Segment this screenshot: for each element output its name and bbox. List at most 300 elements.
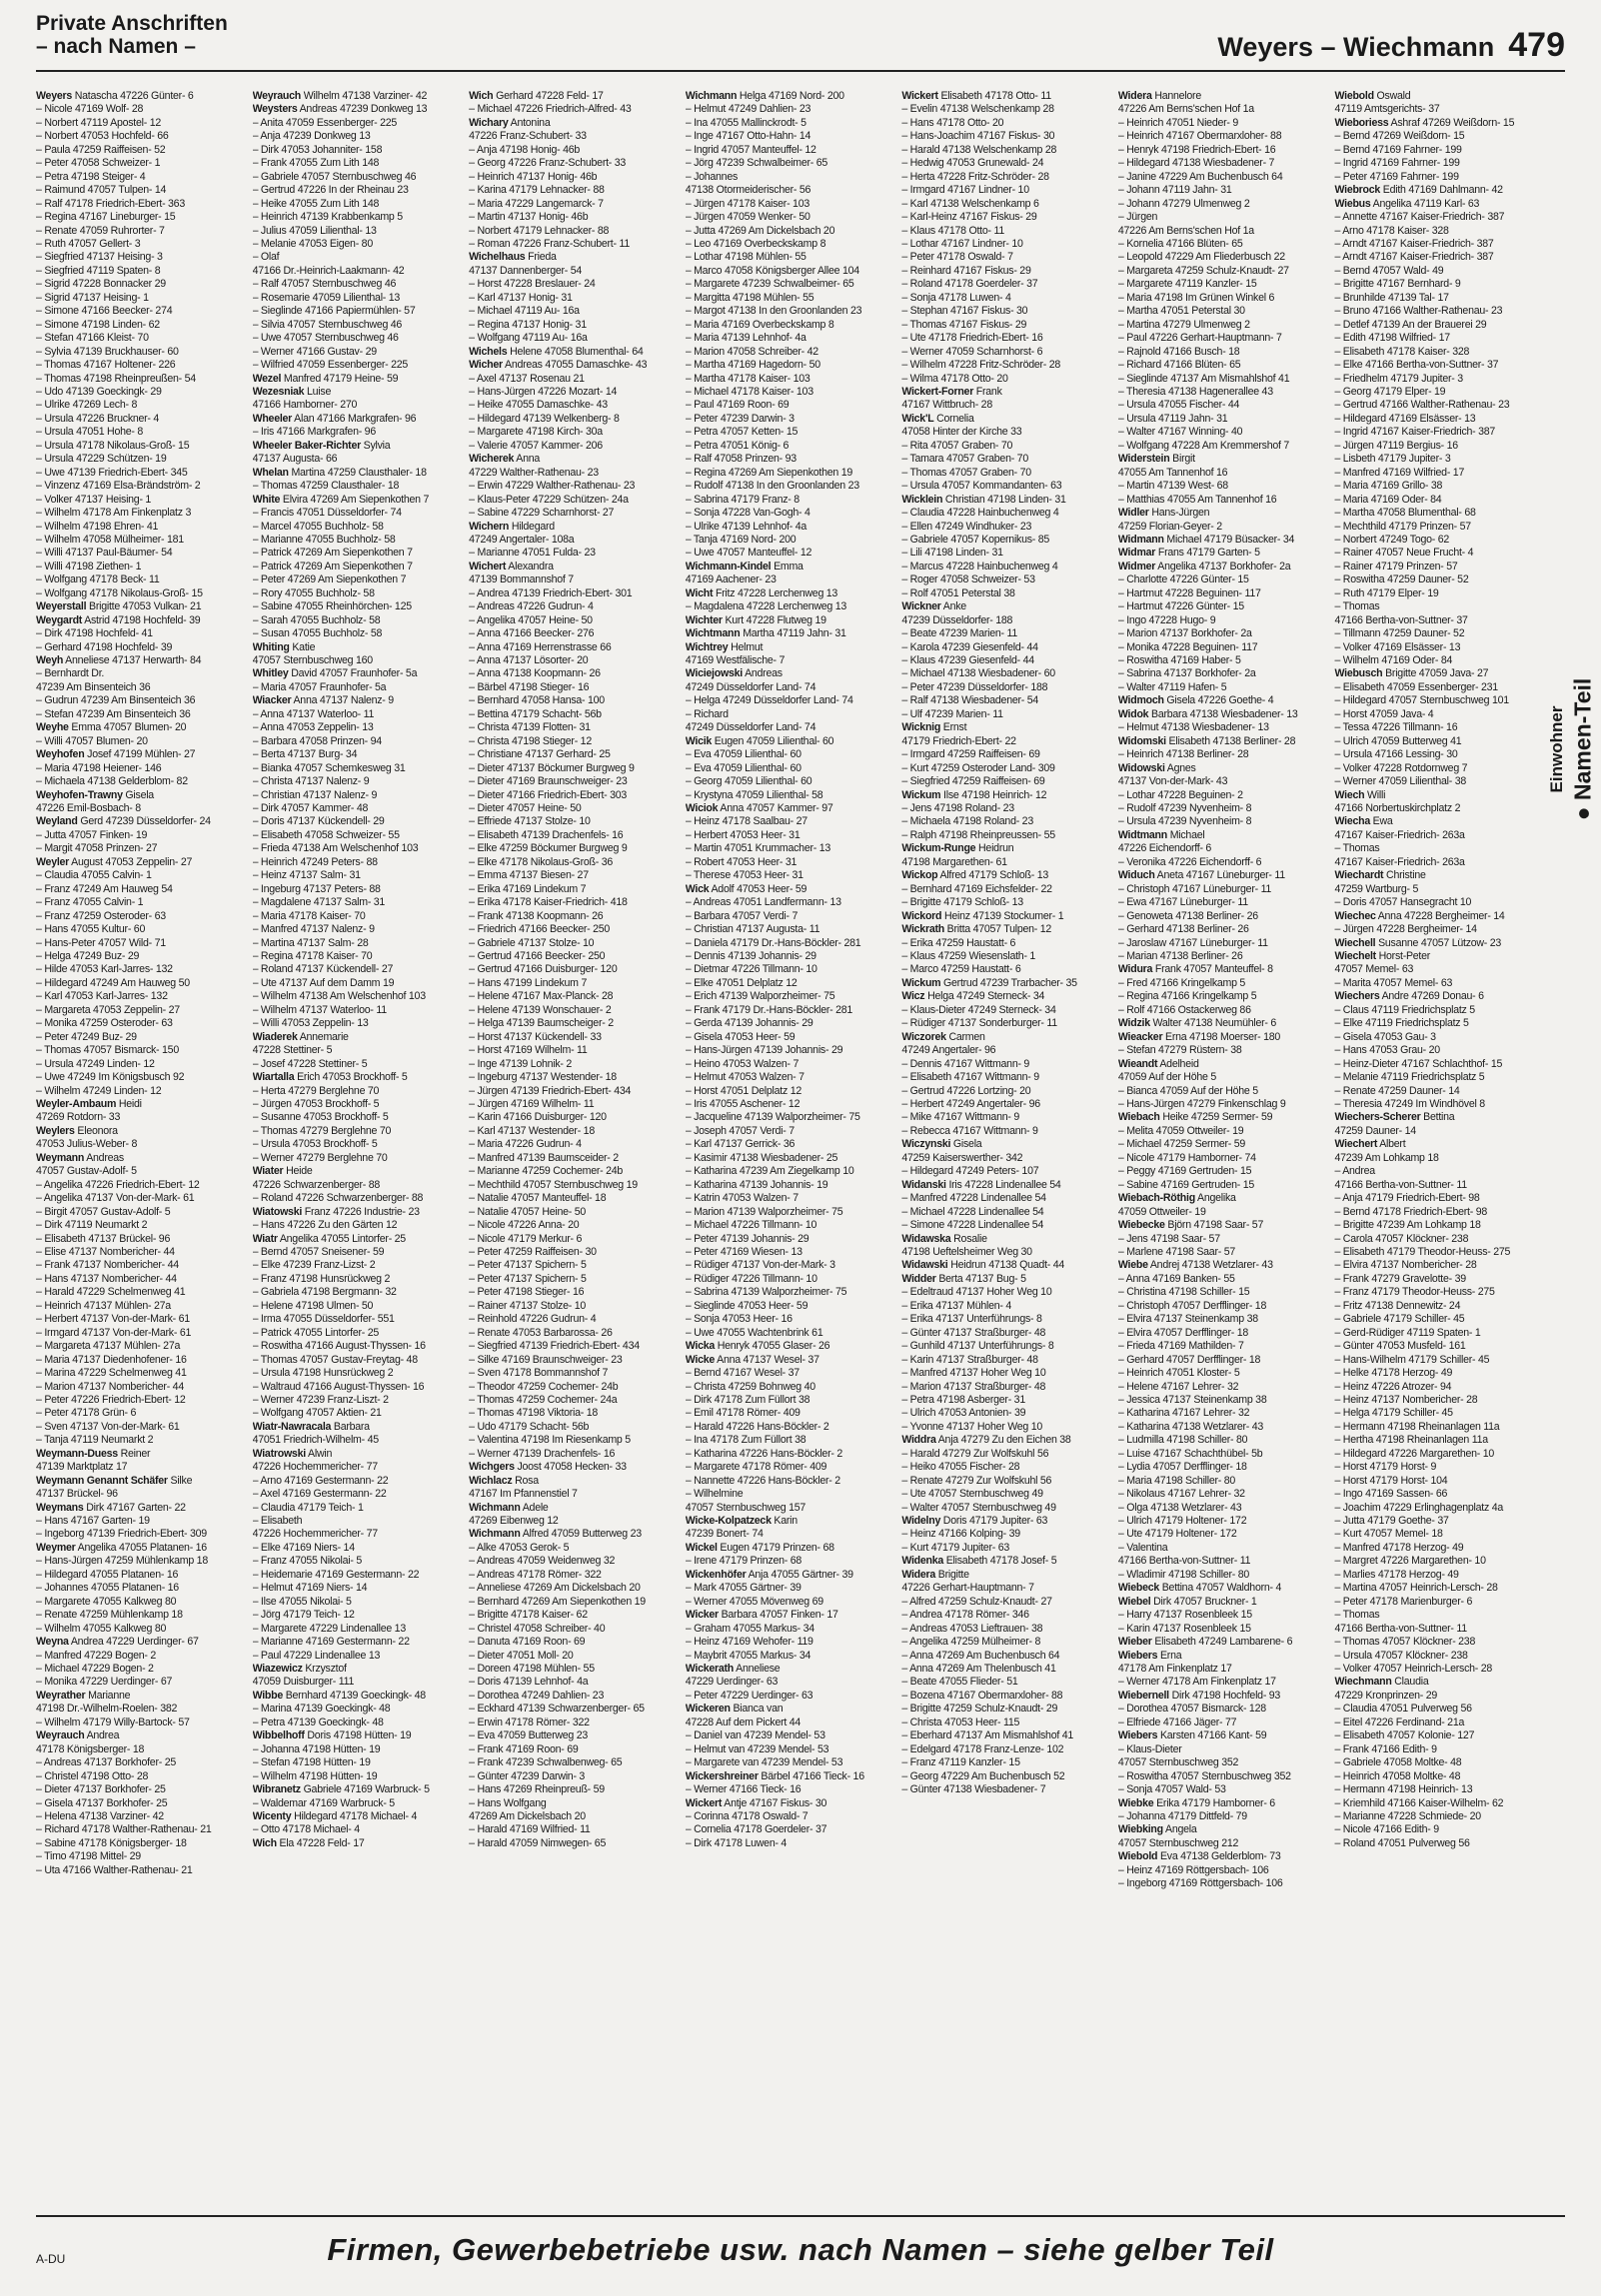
entry-text: – Helmut 47249 Dahlien- 23 [685, 103, 811, 116]
entry-text: – Sieglinde 47137 Am Mismahlshof 41 [1117, 372, 1290, 385]
entry-text: – Sabine 47178 Königsberger- 18 [36, 1836, 187, 1849]
directory-entry [36, 815, 245, 828]
directory-entry [469, 681, 678, 694]
entry-text: – Frank 47179 Dr.-Hans-Böckler- 281 [685, 1003, 853, 1016]
directory-entry [469, 453, 678, 466]
entry-text: – Tillmann 47259 Dauner- 52 [1334, 627, 1465, 640]
directory-entry [253, 1756, 462, 1769]
directory-entry [1334, 963, 1543, 976]
directory-entry [469, 534, 678, 547]
entry-text: Eugen 47059 Lilienthal- 60 [714, 734, 834, 747]
entry-text: – Ursula 47055 Fischer- 44 [1117, 399, 1240, 412]
entry-text: – Ulf 47239 Marien- 11 [901, 707, 1003, 720]
directory-entry [36, 211, 245, 224]
entry-text: 47138 Otormeiderischer- 56 [685, 184, 811, 197]
entry-text: – Gerd-Rüdiger 47119 Spaten- 1 [1334, 1326, 1481, 1339]
entry-text: – Helke 47178 Herzog- 49 [1334, 1367, 1453, 1380]
entry-text: – Wilhelm 47228 Fritz-Schröder- 28 [901, 359, 1061, 372]
entry-surname: Weyrauch [36, 1729, 85, 1742]
entry-text: – Doris 47057 Hansegracht 10 [1334, 896, 1472, 909]
entry-text: – Marianne 47051 Fulda- 23 [469, 547, 596, 560]
entry-surname: Wibranetz [252, 1783, 301, 1796]
entry-surname: Weyler [36, 855, 70, 868]
entry-text: – Ingeborg 47139 Friedrich-Ebert- 309 [36, 1528, 207, 1541]
entry-text: – Hans 47053 Grau- 20 [1334, 1044, 1440, 1057]
entry-text: – Heike 47055 Damaschke- 43 [469, 399, 608, 412]
entry-text: – Anja 47179 Friedrich-Ebert- 98 [1334, 1192, 1480, 1205]
entry-text: – Patrick 47269 Am Siepenkothen 7 [252, 547, 413, 560]
entry-text: – Uta 47166 Walther-Rathenau- 21 [36, 1863, 193, 1876]
directory-entry [1118, 1542, 1327, 1555]
entry-text: – Gudrun 47239 Am Binsenteich 36 [36, 694, 196, 707]
entry-surname: Whiting [252, 640, 290, 653]
directory-entry [36, 1152, 245, 1165]
entry-text: – Maria 47198 Im Grünen Winkel 6 [1117, 291, 1275, 304]
directory-entry [1118, 829, 1327, 842]
entry-surname: Widmann [1117, 533, 1164, 546]
entry-text: Krzysztof [305, 1663, 347, 1676]
entry-text: Anneliese [736, 1663, 781, 1676]
directory-entry [1334, 1609, 1543, 1622]
entry-text: – Christel 47198 Otto- 28 [36, 1769, 149, 1782]
directory-entry [1334, 103, 1543, 116]
entry-text: – Helga 47249 Düsseldorfer Land- 74 [685, 694, 853, 707]
directory-entry [253, 1085, 462, 1098]
entry-text: – Thomas 47057 Graben- 70 [901, 466, 1031, 479]
entry-text: – Thomas [1334, 1609, 1380, 1622]
directory-entry [1118, 1286, 1327, 1299]
entry-surname: Wiczynski [901, 1138, 951, 1151]
entry-text: – Vinzenz 47169 Elsa-Brändström- 2 [36, 480, 201, 493]
directory-entry [469, 494, 678, 507]
entry-text: – Werner 47139 Drachenfels- 16 [469, 1447, 616, 1460]
directory-entry [1334, 627, 1543, 640]
directory-entry [901, 198, 1110, 211]
entry-text: – Regina 47166 Kringelkamp 5 [1117, 990, 1257, 1003]
directory-entry [1118, 251, 1327, 264]
entry-text: – Anna 47053 Zeppelin- 13 [252, 721, 374, 734]
directory-entry [901, 399, 1110, 412]
directory-entry [1118, 265, 1327, 278]
entry-text: – Peter 47269 Am Siepenkothen 7 [252, 574, 407, 586]
directory-entry [686, 117, 894, 130]
entry-text: – Werner 47055 Mövenweg 69 [685, 1595, 823, 1608]
entry-text: – Hans-Jürgen 47139 Johannis- 29 [685, 1044, 843, 1057]
directory-entry [1334, 1623, 1543, 1636]
directory-entry [686, 1743, 894, 1756]
directory-entry [253, 1823, 462, 1836]
entry-surname: Wickerath [685, 1663, 735, 1676]
entry-text: – Sven 47137 Von-der-Mark- 61 [36, 1420, 180, 1433]
entry-text: – Anna 47169 Banken- 55 [1117, 1272, 1235, 1285]
entry-surname: Weyerstall [36, 600, 87, 613]
entry-text: – Nicole 47169 Wolf- 28 [36, 103, 144, 116]
entry-text: – Roman 47226 Franz-Schubert- 11 [469, 237, 630, 250]
directory-entry [1334, 775, 1543, 788]
entry-text: – Norbert 47249 Togo- 62 [1334, 533, 1450, 546]
entry-text: – Brigitte 47259 Schulz-Knaudt- 29 [901, 1703, 1058, 1716]
entry-text: – Fritz 47138 Dennewitz- 24 [1334, 1299, 1461, 1312]
directory-entry [1334, 1246, 1543, 1259]
entry-text: – Dietmar 47226 Tillmann- 10 [685, 963, 817, 976]
directory-entry [1118, 1743, 1327, 1756]
entry-text: – Claudia 47228 Hainbuchenweg 4 [901, 507, 1059, 520]
directory-entry [686, 1676, 894, 1689]
directory-entry [1334, 399, 1543, 412]
entry-text: – Dieter 47166 Friedrich-Ebert- 303 [469, 788, 628, 801]
directory-entry [36, 1058, 245, 1071]
directory-entry [1118, 748, 1327, 761]
entry-text: – Harald 47169 Wilfried- 11 [469, 1823, 591, 1836]
entry-text: Erika 47179 Hamborner- 6 [1156, 1796, 1275, 1809]
directory-entry [901, 1623, 1110, 1636]
directory-entry [1334, 1354, 1543, 1367]
entry-text: Elisabeth 47178 Josef- 5 [945, 1555, 1057, 1568]
directory-entry [1334, 319, 1543, 332]
entry-text: – Andreas 47137 Borkhofer- 25 [36, 1756, 176, 1769]
entry-text: – Eckhard 47139 Schwarzenberger- 65 [469, 1703, 645, 1716]
directory-entry [469, 1313, 678, 1326]
entry-text: – Wilhelm 47058 Mülheimer- 181 [36, 533, 184, 546]
directory-entry [1118, 225, 1327, 238]
directory-entry [901, 654, 1110, 667]
directory-entry [253, 1448, 462, 1461]
directory-entry [901, 1071, 1110, 1084]
directory-entry [36, 1259, 245, 1272]
directory-entry [253, 923, 462, 936]
directory-entry [36, 1340, 245, 1353]
directory-entry [1334, 1488, 1543, 1501]
entry-text: – Jessica 47137 Steinenkamp 38 [1117, 1393, 1267, 1406]
directory-entry [901, 1206, 1110, 1219]
entry-text: – Ute 47179 Holtener- 172 [1117, 1528, 1237, 1541]
entry-surname: Wichern [469, 520, 510, 533]
directory-entry [901, 426, 1110, 439]
directory-entry [469, 910, 678, 923]
directory-entry [901, 1729, 1110, 1742]
entry-text: 47259 Wartburg- 5 [1334, 882, 1419, 895]
entry-text: Heike 47259 Sermer- 59 [1162, 1111, 1273, 1124]
entry-text: – Karin 47166 Duisburger- 120 [469, 1111, 607, 1124]
directory-entry [253, 1381, 462, 1394]
entry-text: – Manfred 47229 Bogen- 2 [36, 1649, 157, 1662]
entry-text: – Petra 47051 König- 6 [685, 439, 790, 452]
directory-entry [253, 319, 462, 332]
entry-text: – Evelin 47138 Welschenkamp 28 [901, 103, 1054, 116]
entry-text: – Dieter 47169 Braunschweiger- 23 [469, 775, 628, 788]
entry-text: – Patrick 47055 Lintorfer- 25 [252, 1326, 380, 1339]
directory-entry [36, 654, 245, 667]
directory-entry [1334, 815, 1543, 828]
entry-text: – Hermann 47198 Rheinanlagen 11a [1334, 1420, 1500, 1433]
directory-entry [36, 963, 245, 976]
directory-entry [36, 1717, 245, 1729]
directory-entry [36, 1729, 245, 1742]
directory-entry [253, 1327, 462, 1340]
directory-entry [686, 1569, 894, 1582]
entry-text: – Genoweta 47138 Berliner- 26 [1117, 909, 1258, 922]
entry-text: – Heidemarie 47169 Gestermann- 22 [252, 1568, 420, 1581]
entry-surname: Wickert [901, 90, 938, 102]
entry-text: – Rolf 47166 Ostackerweg 86 [1117, 1003, 1251, 1016]
entry-surname: Wibbe [252, 1689, 284, 1702]
entry-text: – Harald 47279 Zur Wolfskuhl 56 [901, 1447, 1049, 1460]
entry-text: – Horst 47228 Breslauer- 24 [469, 278, 596, 291]
directory-entry [36, 1623, 245, 1636]
entry-surname: Wiater [252, 1165, 284, 1178]
entry-text: 47229 Walther-Rathenau- 23 [469, 466, 599, 479]
directory-entry [36, 90, 245, 103]
directory-entry [1118, 1864, 1327, 1877]
entry-text: – Hildegard 47138 Wiesbadener- 7 [1117, 157, 1275, 170]
entry-text: – Gabriele 47137 Stolze- 10 [469, 936, 595, 949]
entry-text: – Christa 47139 Flotten- 31 [469, 721, 591, 734]
directory-entry [1334, 1783, 1543, 1796]
entry-text: Erna [1159, 1649, 1182, 1662]
entry-text: – Dieter 47137 Böckumer Burgweg 9 [469, 761, 635, 774]
directory-entry [253, 1017, 462, 1030]
entry-text: – Heinz 47169 Röttgersbach- 106 [1117, 1863, 1269, 1876]
entry-text: 47239 Am Lohkamp 18 [1334, 1151, 1439, 1164]
entry-text: 47239 Bonert- 74 [685, 1528, 764, 1541]
directory-entry [901, 1354, 1110, 1367]
directory-entry [36, 762, 245, 775]
directory-entry [901, 842, 1110, 855]
directory-entry [253, 1555, 462, 1568]
directory-entry [1334, 171, 1543, 184]
directory-column-5 [901, 90, 1110, 2153]
directory-entry [686, 1770, 894, 1783]
entry-text: – Maria 47139 Lehnhof- 4a [685, 332, 806, 345]
directory-entry [1334, 1004, 1543, 1017]
entry-surname: Wichelhaus [469, 251, 526, 264]
entry-text: 47137 Brückel- 96 [36, 1488, 118, 1501]
directory-entry [1118, 708, 1327, 721]
directory-entry [1334, 494, 1543, 507]
entry-text: – Erwin 47229 Walther-Rathenau- 23 [469, 480, 636, 493]
entry-text: – Valerie 47057 Kammer- 206 [469, 439, 603, 452]
directory-entry [1118, 157, 1327, 170]
entry-text: Heidi [118, 1097, 142, 1110]
entry-text: – Sabine 47229 Scharnhorst- 27 [469, 507, 615, 520]
directory-entry [469, 117, 678, 130]
entry-text: – Ingeburg 47137 Peters- 88 [252, 882, 381, 895]
entry-text: Agnes [1166, 761, 1196, 774]
entry-text: – Heinrich 47139 Krabbenkamp 5 [252, 211, 403, 224]
entry-text: Erich 47053 Brockhoff- 5 [297, 1071, 408, 1084]
directory-entry [36, 1864, 245, 1877]
directory-entry [253, 305, 462, 318]
entry-text: – Herbert 47249 Angertaler- 96 [901, 1097, 1040, 1110]
directory-entry [253, 1111, 462, 1124]
entry-surname: Wickel [685, 1541, 718, 1554]
entry-text: – Wolfgang 47057 Aktien- 21 [252, 1407, 382, 1420]
entry-text: – Bettina 47179 Schacht- 56b [469, 707, 602, 720]
entry-text: – Michael 47119 Au- 16a [469, 305, 580, 318]
directory-entry [253, 1703, 462, 1716]
entry-surname: Widmer [1117, 560, 1156, 573]
directory-entry [1334, 681, 1543, 694]
entry-text: – Gabriele 47058 Moltke- 48 [1334, 1756, 1462, 1769]
entry-surname: Wiebecke [1117, 1219, 1165, 1232]
directory-entry [901, 574, 1110, 586]
directory-entry [686, 748, 894, 761]
entry-text: – Ewa 47167 Lüneburger- 11 [1117, 896, 1248, 909]
directory-entry [901, 1770, 1110, 1783]
entry-text: 47179 Friedrich-Ebert- 22 [901, 734, 1016, 747]
directory-entry [253, 1582, 462, 1595]
directory-entry [1118, 1044, 1327, 1057]
directory-entry [469, 130, 678, 143]
entry-text: Eva 47138 Gelderblom- 73 [1159, 1850, 1281, 1863]
entry-text: – Margit 47058 Prinzen- 27 [36, 842, 158, 855]
section-title [36, 12, 228, 58]
directory-entry [36, 1017, 245, 1030]
entry-text: Ashraf 47269 Weißdorn- 15 [1390, 116, 1515, 129]
entry-surname: Whelan [252, 466, 289, 479]
entry-text: – Jürgen 47178 Kaiser- 103 [685, 197, 809, 210]
entry-text: – Roland 47178 Goerdeler- 37 [901, 278, 1038, 291]
entry-text: 47169 Westfälische- 7 [685, 654, 786, 667]
entry-surname: Weyers [36, 90, 72, 102]
directory-entry [1334, 883, 1543, 896]
entry-text: – Edelgard 47178 Franz-Lenze- 102 [901, 1742, 1064, 1755]
entry-text: – Andrea 47178 Römer- 346 [901, 1609, 1029, 1622]
entry-text: – Roland 47137 Kückendell- 27 [252, 963, 394, 976]
directory-entry [1334, 238, 1543, 251]
entry-text: – Beate 47055 Flieder- 51 [901, 1676, 1018, 1689]
directory-entry [36, 305, 245, 318]
directory-entry [686, 641, 894, 654]
directory-entry [686, 305, 894, 318]
entry-surname: Wicht [685, 586, 714, 599]
entry-text: – Roland 47051 Pulverweg 56 [1334, 1836, 1470, 1849]
entry-text: Elisabeth 47249 Lambarene- 6 [1154, 1636, 1293, 1649]
entry-text: – Günter 47137 Straßburger- 48 [901, 1326, 1046, 1339]
directory-entry [253, 265, 462, 278]
entry-text: – Walter 47167 Winning- 40 [1117, 426, 1243, 439]
entry-text: – Peter 47139 Johannis- 29 [685, 1232, 809, 1245]
directory-entry [469, 1246, 678, 1259]
directory-column-2 [253, 90, 462, 2153]
directory-entry [901, 251, 1110, 264]
entry-text: Susanne 47057 Lützow- 23 [1378, 936, 1502, 949]
entry-text: – Hilde 47053 Karl-Jarres- 132 [36, 963, 173, 976]
directory-entry [1334, 265, 1543, 278]
entry-text: – Gertrud 47166 Beecker- 250 [469, 950, 606, 962]
directory-entry [469, 1837, 678, 1850]
entry-text: – Wolfgang 47119 Au- 16a [469, 332, 588, 345]
entry-text: – Natalie 47057 Heine- 50 [469, 1205, 586, 1218]
directory-entry [686, 171, 894, 184]
entry-text: – Martin 47139 West- 68 [1117, 480, 1228, 493]
entry-text: Albert [1379, 1138, 1406, 1151]
directory-entry [469, 198, 678, 211]
directory-entry [686, 708, 894, 721]
directory-entry [36, 883, 245, 896]
entry-text: – Sieglinde 47053 Heer- 59 [685, 1299, 808, 1312]
entry-text: – Gerhard 47057 Derfflinger- 18 [1117, 1353, 1261, 1366]
directory-entry [686, 896, 894, 909]
directory-entry [686, 923, 894, 936]
entry-text: – Jaroslaw 47167 Lüneburger- 11 [1117, 936, 1268, 949]
entry-surname: Wiebke [1117, 1796, 1154, 1809]
directory-entry [1118, 413, 1327, 426]
entry-text: – Gisela 47053 Gau- 3 [1334, 1030, 1436, 1043]
directory-entry [901, 641, 1110, 654]
directory-entry [686, 600, 894, 613]
entry-text: – Kurt 47057 Memel- 18 [1334, 1528, 1443, 1541]
entry-text: – Anna 47166 Beecker- 276 [469, 627, 595, 640]
directory-entry [1334, 1152, 1543, 1165]
directory-entry [36, 426, 245, 439]
directory-entry [686, 1273, 894, 1286]
entry-text: – Franz 47249 Am Hauweg 54 [36, 882, 173, 895]
directory-entry [253, 157, 462, 170]
entry-text: – Wilhelm 47178 Am Finkenplatz 3 [36, 507, 192, 520]
entry-text: Barbara 47138 Wiesbadener- 13 [1151, 707, 1298, 720]
entry-text: – Helmut 47169 Niers- 14 [252, 1582, 368, 1595]
entry-text: – Klaus 47239 Giesenfeld- 44 [901, 654, 1034, 667]
directory-entry [901, 1434, 1110, 1447]
entry-text: 47249 Angertaler- 96 [901, 1044, 996, 1057]
entry-text: – Cornelia 47178 Goerdeler- 37 [685, 1823, 827, 1836]
entry-text: – Hans 47226 Zu den Gärten 12 [252, 1219, 398, 1232]
entry-surname: Wheeler [252, 412, 293, 425]
directory-entry [1118, 775, 1327, 788]
directory-entry [901, 1717, 1110, 1729]
directory-entry [1334, 278, 1543, 291]
entry-text: – Heinz 47137 Nombericher- 28 [1334, 1393, 1478, 1406]
entry-text: – Eberhard 47137 Am Mismahlshof 41 [901, 1729, 1074, 1742]
directory-entry [901, 1313, 1110, 1326]
entry-text: – Rosemarie 47059 Lilienthal- 13 [252, 291, 401, 304]
directory-entry [1118, 1810, 1327, 1823]
entry-text: – Sonja 47057 Wald- 53 [1117, 1783, 1226, 1796]
entry-text: 47249 Düsseldorfer Land- 74 [685, 680, 816, 693]
entry-text: – Wladimir 47198 Schiller- 80 [1117, 1568, 1250, 1581]
directory-entry [36, 507, 245, 520]
directory-entry [469, 346, 678, 359]
entry-text: – Edeltraud 47137 Hoher Weg 10 [901, 1286, 1052, 1299]
directory-entry [253, 654, 462, 667]
directory-entry [36, 1448, 245, 1461]
entry-text: – Ulrike 47139 Lehnhof- 4a [685, 520, 807, 533]
directory-entry [253, 937, 462, 950]
directory-entry [253, 1233, 462, 1246]
entry-text: – Jürgen 47169 Wilhelm- 11 [469, 1097, 595, 1110]
entry-surname: Wich [252, 1836, 277, 1849]
directory-entry [686, 184, 894, 197]
entry-text: – Elisabeth 47178 Kaiser- 328 [1334, 345, 1470, 358]
entry-text: – Jürgen 47059 Wenker- 50 [685, 211, 810, 224]
directory-entry [1118, 1850, 1327, 1863]
directory-entry [1334, 937, 1543, 950]
entry-text: – Dirk 47119 Neumarkt 2 [36, 1219, 148, 1232]
entry-text: – Frank 47239 Schwalbenweg- 65 [469, 1756, 623, 1769]
directory-entry [686, 1085, 894, 1098]
entry-text: – Udo 47139 Goeckingk- 29 [36, 385, 162, 398]
entry-text: – Ursula 47051 Hohe- 8 [36, 426, 143, 439]
entry-text: – Martha 47058 Blumenthal- 68 [1334, 507, 1476, 520]
directory-entry [253, 1165, 462, 1178]
directory-entry [469, 265, 678, 278]
entry-text: 47137 Dannenberger- 54 [469, 264, 583, 277]
entry-surname: Wiebach-Röthig [1117, 1192, 1195, 1205]
entry-text: Cornelia [936, 412, 974, 425]
entry-text: – Wilhelm 47055 Kalkweg 80 [36, 1622, 167, 1635]
entry-text: – Ralph 47198 Rheinpreussen- 55 [901, 828, 1055, 841]
